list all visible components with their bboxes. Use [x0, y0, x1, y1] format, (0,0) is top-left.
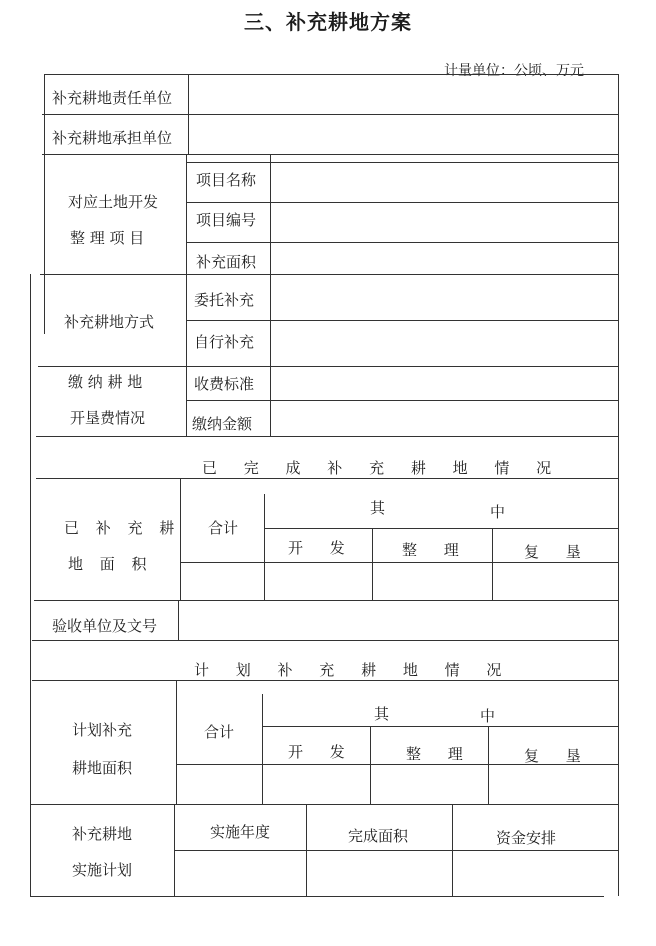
- page-title: 三、补充耕地方案: [244, 10, 412, 34]
- label-consolidate-planned: 整 理: [406, 745, 474, 763]
- table-border-right: [618, 74, 619, 896]
- label-of-which-1: 其: [370, 499, 386, 517]
- label-of-which-planned-2: 中: [480, 707, 496, 725]
- completed-consolidate-cell[interactable]: [374, 564, 490, 598]
- completed-total-cell[interactable]: [182, 564, 262, 598]
- table-border-left-lower: [30, 274, 31, 896]
- label-fee-amount: 缴纳金额: [192, 415, 253, 433]
- section-completed: 已 完 成 补 充 耕 地 情 况: [202, 459, 563, 477]
- label-project-number: 项目编号: [196, 211, 257, 229]
- row-rule: [34, 600, 618, 601]
- impl-funding-cell[interactable]: [454, 852, 616, 894]
- col-rule: [488, 726, 489, 804]
- fee-amount-cell[interactable]: [272, 402, 616, 434]
- acceptance-cell[interactable]: [180, 602, 616, 638]
- table-border-top: [44, 74, 618, 75]
- label-supplement-area: 补充面积: [196, 253, 257, 271]
- table-border-bottom: [30, 896, 604, 897]
- label-completed-area-2: 地 面 积: [68, 555, 153, 573]
- col-rule: [452, 804, 453, 896]
- sub-rule: [180, 562, 618, 563]
- col-rule: [188, 74, 189, 154]
- row-rule: [42, 114, 618, 115]
- table-border-left-upper: [44, 74, 45, 334]
- label-consolidate: 整 理: [402, 541, 470, 559]
- label-undertaking-unit: 补充耕地承担单位: [52, 129, 173, 147]
- impl-year-cell[interactable]: [176, 852, 304, 894]
- label-project-name: 项目名称: [196, 171, 257, 189]
- label-method-group: 补充耕地方式: [64, 313, 155, 331]
- supplement-area-cell[interactable]: [272, 244, 616, 272]
- entrusted-cell[interactable]: [272, 276, 616, 318]
- responsible-unit-cell[interactable]: [190, 76, 616, 112]
- sub-rule: [186, 400, 618, 401]
- row-rule: [38, 366, 618, 367]
- label-develop-planned: 开 发: [288, 743, 356, 761]
- project-number-cell[interactable]: [272, 204, 616, 240]
- sub-rule: [262, 726, 618, 727]
- fee-standard-cell[interactable]: [272, 368, 616, 398]
- impl-completed-area-cell[interactable]: [308, 852, 450, 894]
- planned-reclaim-cell[interactable]: [490, 766, 616, 802]
- row-rule: [40, 274, 618, 275]
- project-name-cell[interactable]: [272, 164, 616, 200]
- col-rule: [176, 680, 177, 804]
- label-fee-group-2: 开垦费情况: [70, 409, 146, 427]
- label-responsible-unit: 补充耕地责任单位: [52, 89, 173, 107]
- unit-note: 计量单位：公顷、万元: [444, 63, 584, 79]
- row-rule: [36, 436, 618, 437]
- col-rule: [370, 726, 371, 804]
- self-cell[interactable]: [272, 322, 616, 364]
- sub-rule: [174, 850, 618, 851]
- col-rule: [492, 528, 493, 600]
- label-impl-year: 实施年度: [210, 823, 271, 841]
- completed-develop-cell[interactable]: [266, 564, 370, 598]
- col-rule: [270, 274, 271, 436]
- row-rule: [42, 154, 618, 155]
- label-project-group-2: 整 理 项 目: [70, 229, 145, 247]
- col-rule: [264, 494, 265, 600]
- col-rule: [180, 478, 181, 600]
- label-reclaim: 复 垦: [524, 543, 592, 561]
- label-planned-area-1: 计划补充: [72, 721, 133, 739]
- label-total-planned: 合计: [204, 723, 235, 741]
- col-rule: [262, 694, 263, 804]
- sub-rule: [186, 320, 618, 321]
- col-rule: [270, 154, 271, 274]
- label-funding: 资金安排: [496, 829, 557, 847]
- sub-rule: [186, 162, 618, 163]
- label-develop: 开 发: [288, 539, 356, 557]
- sub-rule: [264, 528, 618, 529]
- row-rule: [32, 640, 618, 641]
- label-plan-group-2: 实施计划: [72, 861, 133, 879]
- label-acceptance: 验收单位及文号: [52, 617, 158, 635]
- sub-rule: [186, 202, 618, 203]
- planned-develop-cell[interactable]: [264, 766, 368, 802]
- label-completed-area-1: 已 补 充 耕: [64, 519, 181, 537]
- label-reclaim-planned: 复 垦: [524, 747, 592, 765]
- row-rule: [32, 680, 618, 681]
- col-rule: [174, 804, 175, 896]
- section-planned: 计 划 补 充 耕 地 情 况: [194, 661, 513, 679]
- label-project-group-1: 对应土地开发: [68, 193, 159, 211]
- label-fee-standard: 收费标准: [194, 375, 255, 393]
- label-fee-group-1: 缴 纳 耕 地: [68, 373, 143, 391]
- label-entrusted: 委托补充: [194, 291, 255, 309]
- planned-total-cell[interactable]: [178, 766, 260, 802]
- undertaking-unit-cell[interactable]: [190, 116, 616, 152]
- label-completed-area: 完成面积: [348, 827, 409, 845]
- sub-rule: [186, 242, 618, 243]
- col-rule: [186, 154, 187, 436]
- row-rule: [36, 478, 618, 479]
- col-rule: [306, 804, 307, 896]
- col-rule: [372, 528, 373, 600]
- form-table: [30, 74, 618, 896]
- completed-reclaim-cell[interactable]: [494, 564, 616, 598]
- row-rule: [30, 804, 618, 805]
- col-rule: [178, 600, 179, 640]
- label-plan-group-1: 补充耕地: [72, 825, 133, 843]
- label-of-which-planned-1: 其: [374, 705, 390, 723]
- planned-consolidate-cell[interactable]: [372, 766, 486, 802]
- label-of-which-2: 中: [490, 503, 506, 521]
- label-planned-area-2: 耕地面积: [72, 759, 133, 777]
- label-self: 自行补充: [194, 333, 255, 351]
- label-total: 合计: [208, 519, 239, 537]
